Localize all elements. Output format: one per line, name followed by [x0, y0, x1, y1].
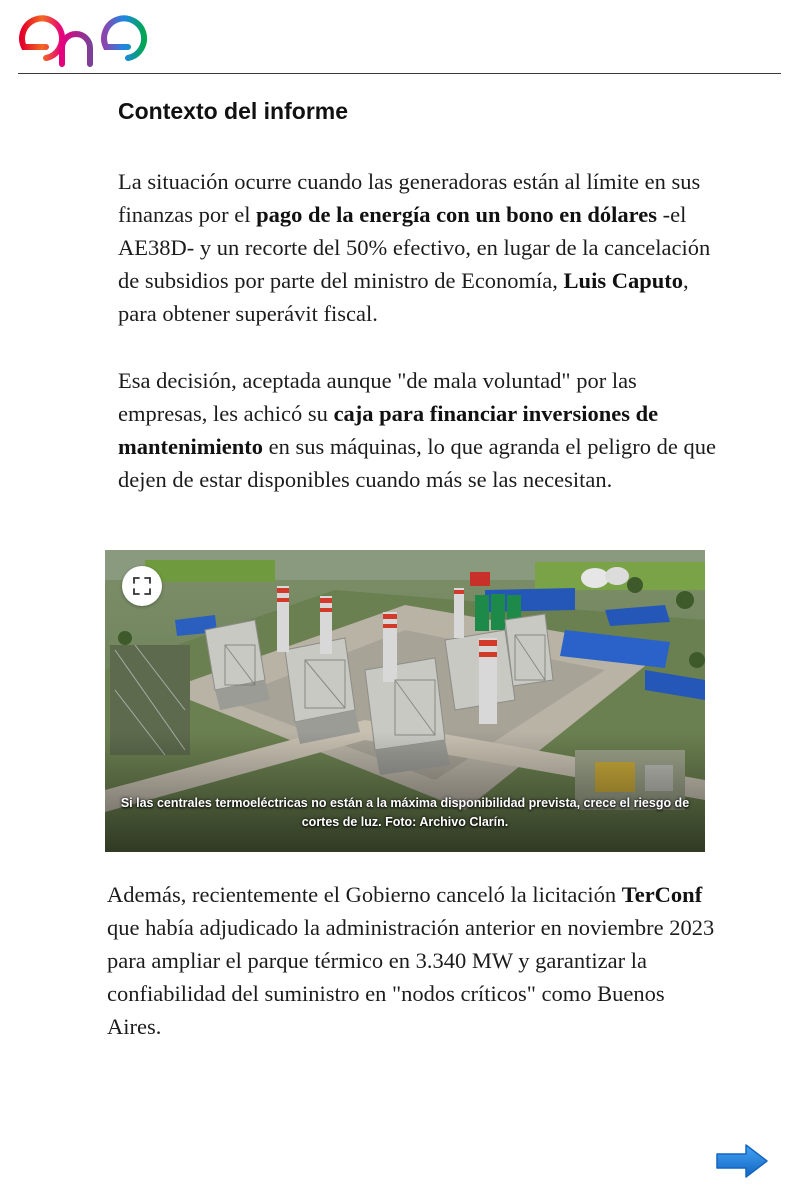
- text-segment: , para obtener superávit fiscal.: [118, 268, 689, 326]
- text-segment: en sus máquinas, lo que agranda el peligro de que dejen de estar disponibles cuando más se las necesitan.: [118, 434, 716, 492]
- text-segment: que había adjudicado la administración anterior en noviembre 2023 para ampliar el parque térmico en 3.340 MW y garantizar la confiabilidad del suministro en "nodos críticos" como Buenos Aires.: [107, 915, 715, 1039]
- bold-phrase: pago de la energía con un bono en dólares: [256, 202, 657, 227]
- header-divider: [18, 73, 781, 74]
- section-title: Contexto del informe: [118, 98, 349, 124]
- expand-image-button[interactable]: [122, 566, 162, 606]
- text-segment: Además, recientemente el Gobierno canceló la licitación: [107, 882, 622, 907]
- bold-name: Luis Caputo: [563, 268, 683, 293]
- bold-term: TerConf: [621, 882, 703, 907]
- paragraph-terconf: [107, 878, 719, 1043]
- photo-caption: Si las centrales termoeléctricas no están a la máxima disponibilidad prevista, crece el riesgo de cortes de luz. Foto: Archivo Clarín.: [120, 796, 690, 829]
- text-segment: Esa decisión, aceptada aunque "de mala voluntad" por las empresas, les achicó su: [118, 368, 637, 426]
- paragraph-decision: [118, 364, 718, 496]
- text-segment: La situación ocurre cuando las generadoras están al límite en sus finanzas por el: [118, 169, 701, 227]
- expand-icon: [133, 577, 151, 595]
- text-segment: -el AE38D- y un recorte del 50% efectivo, en lugar de la cancelación de subsidios por parte del ministro de Economía,: [118, 202, 711, 293]
- arrow-right-icon[interactable]: [714, 1142, 770, 1180]
- bold-phrase: caja para financiar inversiones de mantenimiento: [118, 401, 659, 459]
- enel-logo: [16, 6, 181, 70]
- article-photo: [105, 550, 705, 852]
- paragraph-context: [118, 165, 718, 330]
